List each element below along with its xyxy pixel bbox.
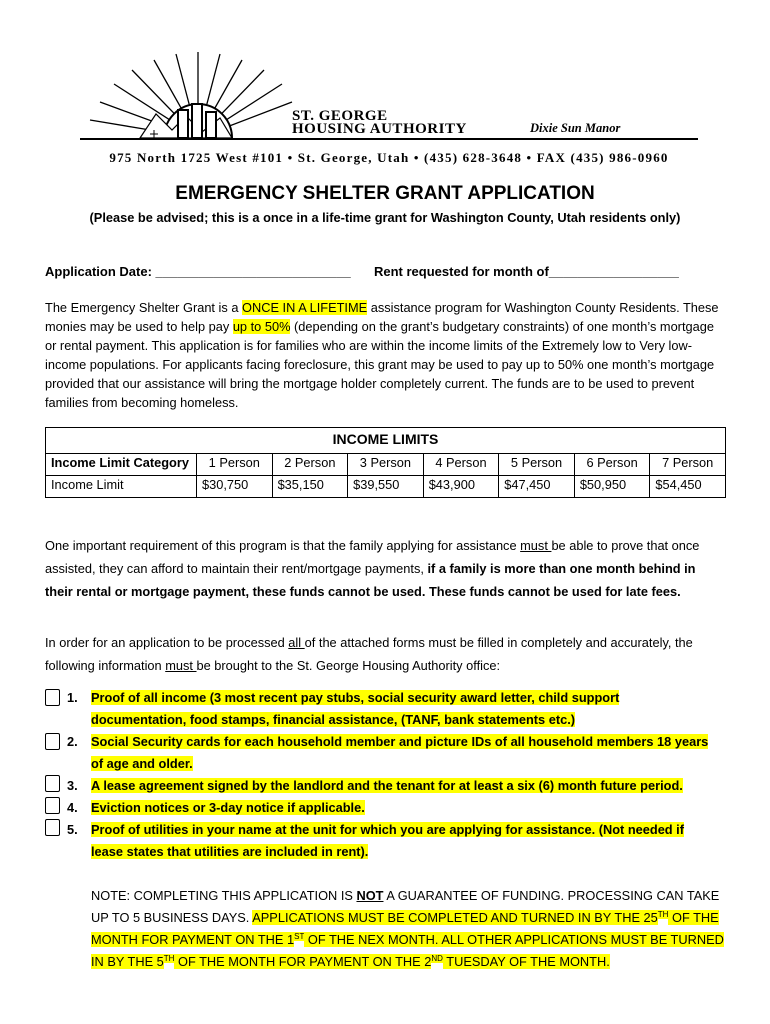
income-value: $30,750 (197, 476, 273, 498)
income-value: $43,900 (423, 476, 499, 498)
address-line: 975 North 1725 West #101 • St. George, Utah • (435) 628-3648 • FAX (435) 986-0960 (109, 150, 669, 165)
income-row-label: Income Limit (46, 476, 197, 498)
column-header: 2 Person (272, 454, 348, 476)
checkbox-utilities[interactable] (45, 819, 60, 836)
checkbox-lease[interactable] (45, 775, 60, 792)
income-value: $35,150 (272, 476, 348, 498)
checklist-item: 1. Proof of all income (3 most recent pay stubs, social security award letter, child support documentation, food stamps, financial assistance, (TANF, bank statements etc.) (67, 690, 620, 727)
requirement-paragraph: One important requirement of this program is that the family applying for assistance must be able to prove that once assisted, they can afford to maintain their rent/mortgage payments, if a family is more than one month behind in their rental or mortgage payment, these funds cannot be used. These funds cannot be used for late fees. (45, 538, 700, 599)
column-header: 5 Person (499, 454, 575, 476)
intro-paragraph: The Emergency Shelter Grant is a ONCE IN A LIFETIME assistance program for Washington County Residents. These monies may be used to help pay up to 50% (depending on the grant’s budgetary constraints) of one month’s mortgage or rental payment. This application is for families who are within the income limits of the Extremely low to Very low-income populations. For applicants facing foreclosure, this grant may be used to pay up to 50% one month’s mortgage provided that our assistance will bring the mortgage holder completely current. The funds are to be used to prevent families from becoming homeless. (45, 300, 719, 410)
column-header: 4 Person (423, 454, 499, 476)
income-value: $47,450 (499, 476, 575, 498)
income-value: $50,950 (574, 476, 650, 498)
page-title: EMERGENCY SHELTER GRANT APPLICATION (175, 183, 595, 204)
manor-name: Dixie Sun Manor (530, 121, 621, 135)
income-limits-table (45, 427, 726, 498)
checklist-item: 3. A lease agreement signed by the landlord and the tenant for at least a six (6) month future period. (67, 778, 683, 793)
header-divider (80, 138, 698, 140)
column-header: 7 Person (650, 454, 726, 476)
checkbox-eviction[interactable] (45, 797, 60, 814)
checkbox-social-security[interactable] (45, 733, 60, 750)
order-paragraph: In order for an application to be processed all of the attached forms must be filled in completely and accurately, the following information must be brought to the St. George Housing Authority office: (45, 635, 693, 673)
column-header: 1 Person (197, 454, 273, 476)
rent-requested-field[interactable]: Rent requested for month of__________________ (374, 264, 679, 279)
application-date-field[interactable]: Application Date: ___________________________ (45, 264, 351, 279)
org-name-line2: HOUSING AUTHORITY (292, 121, 467, 137)
checklist-item: 4. Eviction notices or 3-day notice if applicable. (67, 800, 365, 815)
checklist-item: 5. Proof of utilities in your name at the unit for which you are applying for assistance. (Not needed if lease states that utilities are included in rent). (67, 822, 684, 859)
sun-logo-icon (80, 44, 300, 140)
note-paragraph: NOTE: COMPLETING THIS APPLICATION IS NOT A GUARANTEE OF FUNDING. PROCESSING CAN TAKE UP TO 5 BUSINESS DAYS. APPLICATIONS MUST BE COMPLETED AND TURNED IN BY THE 25TH OF THE MONTH FOR PAYMENT ON THE 1ST OF THE NEX MONTH. ALL OTHER APPLICATIONS MUST BE TURNED IN BY THE 5TH OF THE MONTH FOR PAYMENT ON THE 2ND TUESDAY OF THE MONTH. (91, 888, 724, 969)
column-header: 6 Person (574, 454, 650, 476)
income-value: $39,550 (348, 476, 424, 498)
income-category-label: Income Limit Category (46, 454, 197, 476)
checklist-item: 2. Social Security cards for each household member and picture IDs of all household members 18 years of age and older. (67, 734, 709, 771)
page-subtitle: (Please be advised; this is a once in a life-time grant for Washington County, Utah residents only) (89, 210, 681, 225)
org-name-line1: ST. GEORGE (292, 108, 388, 124)
income-table-title: INCOME LIMITS (46, 428, 726, 454)
income-value: $54,450 (650, 476, 726, 498)
checkbox-income[interactable] (45, 689, 60, 706)
column-header: 3 Person (348, 454, 424, 476)
